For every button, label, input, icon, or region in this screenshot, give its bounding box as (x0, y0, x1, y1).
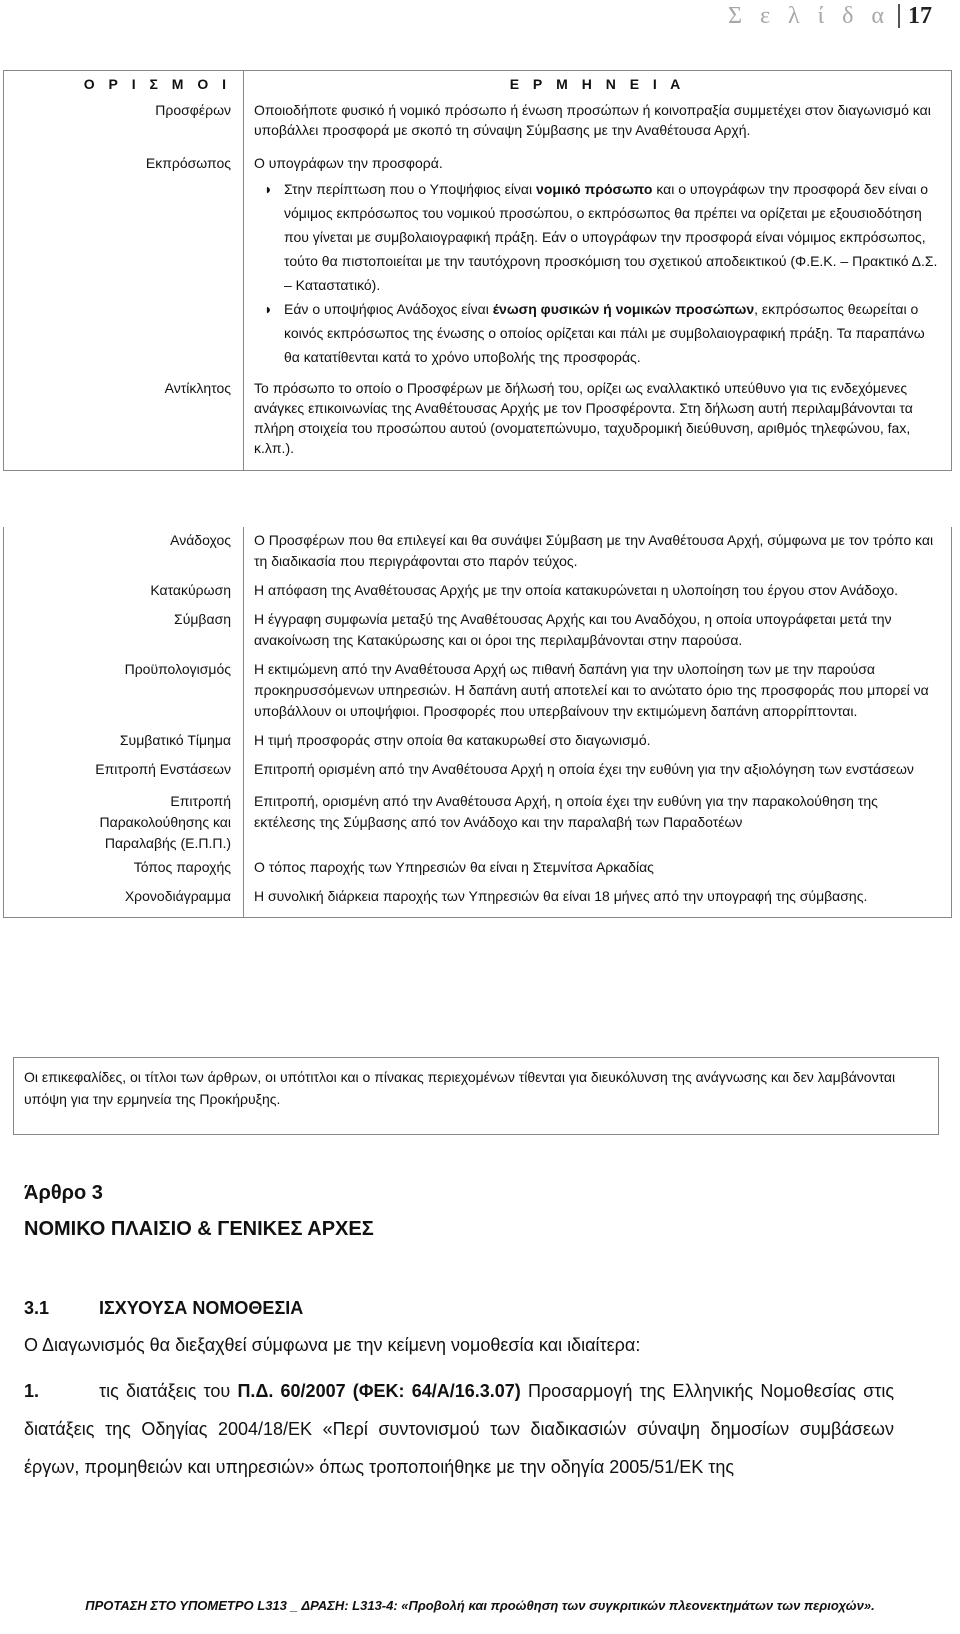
table-header-terms: Ο Ρ Ι Σ Μ Ο Ι (83, 76, 231, 92)
section-title: ΙΣΧΥΟΥΣΑ ΝΟΜΟΘΕΣΙΑ (99, 1298, 304, 1318)
def-symvasi: Η έγγραφη συμφωνία μεταξύ της Αναθέτουσας Αρχής και του Αναδόχου, η οποία υπογράφεται μετά την ανακοίνωση της Κατακύρωσης και οι όροι της περιλαμβάνονται στην παρούσα. (243, 606, 951, 656)
term-chronodiagramma: Χρονοδιάγραμμα (124, 888, 231, 904)
term-anadochos: Ανάδοχος (170, 532, 231, 548)
table-header-meaning: Ε Ρ Μ Η Ν Ε Ι Α (243, 71, 951, 97)
term-ekprosopos: Εκπρόσωπος (145, 155, 231, 171)
term-epitropi-enstaseon: Επιτροπή Ενστάσεων (95, 761, 231, 777)
def-symvatiko-timima: Η τιμή προσφοράς στην οποία θα κατακυρωθεί στο διαγωνισμό. (243, 727, 951, 756)
list-item: 1. τις διατάξεις του Π.Δ. 60/2007 (ΦΕΚ: 64/Α/16.3.07) Προσαρμογή της Ελληνικής Νομοθεσίας στις διατάξεις της Οδηγίας 2004/18/ΕΚ «Περί συντονισμού των διαδικασιών σύναψη δημοσίων συμβάσεων έργων, προμηθειών και υπηρεσιών» όπως τροποποιήθηκε με την οδηγία 2005/51/ΕΚ της (24, 1372, 894, 1486)
definitions-table (3, 70, 952, 471)
term-antikletos: Αντίκλητος (164, 380, 231, 396)
bullet-arrow-icon: ◗ (264, 181, 273, 197)
def-ekprosopos (243, 150, 951, 375)
page-header (728, 0, 932, 32)
term-epitropi-parakolouthisis: Επιτροπή Παρακολούθησης και Παραλαβής (Ε.Π.Π.) (99, 793, 231, 851)
section-intro: Ο Διαγωνισμός θα διεξαχθεί σύμφωνα με την κείμενη νομοθεσία και ιδιαίτερα: (24, 1335, 641, 1355)
bullet-item: ◗ Στην περίπτωση που ο Υποψήφιος είναι νομικό πρόσωπο και ο υπογράφων την προσφορά δεν είναι ο νόμιμος εκπρόσωπος του νομικού προσώπου, ο εκπρόσωπος θα πρέπει να ορίζεται με εξουσιοδότηση που γίνεται με συμβολαιογραφική πράξη. Εάν ο υπογράφων την προσφορά είναι νόμιμος εκπρόσωπος, τούτο θα πιστοποιείται με την ταυτόχρονη προσκόμιση του σχετικού αποδεικτικού (Φ.Ε.Κ. – Πρακτικό Δ.Σ. – Καταστατικό). (254, 177, 943, 297)
definitions-table-continued (3, 527, 952, 918)
def-anadochos: Ο Προσφέρων που θα επιλεγεί και θα συνάψει Σύμβαση με την Αναθέτουσα Αρχή, σύμφωνα με τον τρόπο και τη διαδικασία που περιγράφονται στο παρόν τεύχος. (243, 527, 951, 577)
section-number: 3.1 (24, 1298, 50, 1318)
section-heading (24, 1298, 303, 1319)
def-chronodiagramma: Η συνολική διάρκεια παροχής των Υπηρεσιών θα είναι 18 μήνες από την υπογραφή της σύμβασης. (243, 883, 951, 917)
def-proypologismos: Η εκτιμώμενη από την Αναθέτουσα Αρχή ως πιθανή δαπάνη για την υλοποίηση των με την παρούσα προκηρυσσόμενων υπηρεσιών. Η δαπάνη αυτή αποτελεί και το ανώτατο όριο της προσφοράς που μπορεί να υποβάλλουν οι υποψήφιοι. Προσφορές που υπερβαίνουν την εκτιμώμενη δαπάνη απορρίπτονται. (243, 656, 951, 727)
def-epitropi-parakolouthisis: Επιτροπή, ορισμένη από την Αναθέτουσα Αρχή, η οποία έχει την ευθύνη για την παρακολούθηση της εκτέλεσης της Σύμβασης από τον Ανάδοχο και την παραλαβή των Παραδοτέων (243, 788, 951, 854)
term-proypologismos: Προϋπολογισμός (124, 661, 231, 677)
note-box: Οι επικεφαλίδες, οι τίτλοι των άρθρων, οι υπότιτλοι και ο πίνακας περιεχομένων τίθενται για διευκόλυνση της ανάγνωσης και δεν λαμβάνονται υπόψη για την ερμηνεία της Προκήρυξης. (13, 1057, 939, 1135)
def-prosferon: Οποιοδήποτε φυσικό ή νομικό πρόσωπο ή ένωση προσώπων ή κοινοπραξία συμμετέχει στον διαγωνισμό και υποβάλλει προσφορά με σκοπό τη σύναψη Σύμβασης με την Αναθέτουσα Αρχή. (243, 97, 951, 150)
page-footer: ΠΡΟΤΑΣΗ ΣΤΟ ΥΠΟΜΕΤΡΟ L313 _ ΔΡΑΣΗ: L313-4: «Προβολή και προώθηση των συγκριτικών πλεονεκτημάτων των περιοχών». (85, 1598, 875, 1613)
article-subtitle: ΝΟΜΙΚΟ ΠΛΑΙΣΙΟ & ΓΕΝΙΚΕΣ ΑΡΧΕΣ (24, 1218, 374, 1240)
def-epitropi-enstaseon: Επιτροπή ορισμένη από την Αναθέτουσα Αρχή η οποία έχει την ευθύνη για την αξιολόγηση των ενστάσεων (243, 756, 951, 788)
def-topos-paroxis: Ο τόπος παροχής των Υπηρεσιών θα είναι η Στεμνίτσα Αρκαδίας (243, 854, 951, 883)
article-title: Άρθρο 3 (24, 1182, 103, 1204)
page-number: 17 (908, 2, 932, 29)
term-symvasi: Σύμβαση (174, 611, 231, 627)
bullet-item: ◗ Εάν ο υποψήφιος Ανάδοχος είναι ένωση φυσικών ή νομικών προσώπων, εκπρόσωπος θεωρείται ο κοινός εκπρόσωπος της ένωσης ο οποίος ορίζεται και πάλι με συμβολαιογραφική πράξη. Τα παραπάνω θα κατατίθενται κατά το χρόνο υποβολής της προσφοράς. (254, 297, 943, 369)
def-antikletos: Το πρόσωπο το οποίο ο Προσφέρων με δήλωσή του, ορίζει ως εναλλακτικό υπεύθυνο για τις ενδεχόμενες ανάγκες επικοινωνίας της Αναθέτουσας Αρχής με τον Προσφέροντα. Στη δήλωση αυτή περιλαμβάνονται τα πλήρη στοιχεία του προσώπου αυτού (ονοματεπώνυμο, ταχυδρομική διεύθυνση, αριθμός τηλεφώνου, fax, κ.λπ.). (243, 375, 951, 470)
page-word: Σ ε λ ί δ α (727, 2, 890, 29)
def-katakyrosi: Η απόφαση της Αναθέτουσας Αρχής με την οποία κατακυρώνεται η υλοποίηση του έργου στον Ανάδοχο. (243, 577, 951, 606)
term-topos-paroxis: Τόπος παροχής (133, 859, 231, 875)
bullet-arrow-icon: ◗ (264, 301, 273, 317)
ekprosopos-bullets (254, 177, 943, 369)
term-katakyrosi: Κατακύρωση (150, 582, 231, 598)
term-symvatiko-timima: Συμβατικό Τίμημα (119, 732, 231, 748)
header-divider (898, 4, 900, 28)
term-prosferon: Προσφέρων (155, 102, 231, 118)
def-ekprosopos-text: Ο υπογράφων την προσφορά. (254, 155, 443, 171)
list-item-number: 1. (24, 1381, 40, 1401)
